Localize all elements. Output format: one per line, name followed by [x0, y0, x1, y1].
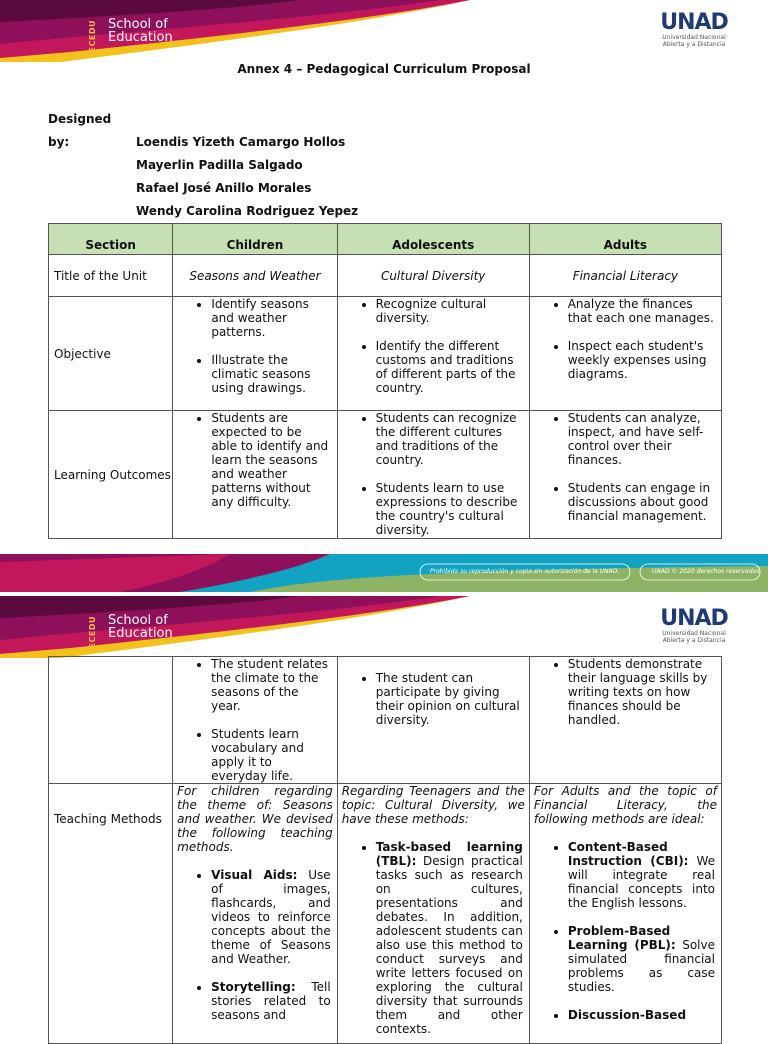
cell-adults-objective — [529, 297, 721, 411]
method-term: Task-based learning (TBL): — [375, 840, 523, 868]
school-of-education-logo — [108, 614, 173, 640]
cell-adolescents-outcomes — [337, 411, 529, 539]
list-item: • Recognize cultural diversity. — [376, 297, 523, 325]
unad-logo — [654, 608, 734, 644]
list-item: • Analyze the finances that each one manages. — [568, 297, 715, 325]
cell-adolescents-teaching — [337, 784, 529, 1044]
method-text: Use of images, flashcards, and videos to reinforce concepts about the theme of Seasons and Weather. — [211, 868, 331, 966]
designed-by-label: Designed by: — [48, 112, 112, 149]
list-item: • Identify seasons and weather patterns. — [211, 297, 330, 339]
list-item — [568, 1008, 715, 1022]
document-title: Annex 4 – Pedagogical Curriculum Proposal — [237, 62, 531, 76]
curriculum-table — [48, 223, 722, 539]
school-line-1: School of — [108, 17, 168, 32]
ecedu-vertical-label: ECEDU — [88, 616, 97, 649]
cell-children-teaching — [173, 784, 338, 1044]
table-row — [49, 784, 722, 1044]
footer-copyright-left: Prohibida su reproducción y copia sin autorización de la UNAD. — [430, 568, 620, 575]
method-term: Storytelling: — [211, 980, 296, 994]
author-name: Loendis Yizeth Camargo Hollos — [136, 135, 346, 149]
list-item: • Students learn vocabulary and apply it to everyday life. — [211, 727, 331, 783]
method-term: Problem-Based Learning (PBL): — [567, 924, 676, 952]
list-item: • Identify the different customs and traditions of different parts of the country. — [376, 339, 523, 395]
table-header-row — [49, 224, 722, 255]
method-text: Solve simulated financial problems as case studies. — [567, 938, 715, 994]
list-item: • Students are expected to be able to identify and learn the seasons and weather patterns without any difficulty. — [211, 411, 330, 509]
list-item: • Students learn to use expressions to describe the country's cultural diversity. — [376, 481, 523, 537]
table-row — [49, 297, 722, 411]
cell-adolescents-outcomes-cont — [337, 657, 529, 784]
method-term: Content-Based Instruction (CBI): — [567, 840, 689, 868]
school-of-education-logo — [108, 18, 173, 44]
method-text: Design practical tasks such as research on cultures, presentations and debates. In addition, adolescent students can also use this method to conduct surveys and write letters focused on exploring the cultural diversity that surrounds them and other contexts. — [375, 854, 523, 1036]
row-label-objective: Objective — [49, 297, 173, 411]
table-row — [49, 411, 722, 539]
list-item: • Students can recognize the different cultures and traditions of the country. — [376, 411, 523, 467]
author-name: Rafael José Anillo Morales — [136, 181, 312, 195]
school-line-1: School of — [108, 613, 168, 628]
cell-adolescents-objective — [337, 297, 529, 411]
method-text: We will integrate real financial concepts into the English lessons. — [567, 854, 715, 910]
table-row — [49, 657, 722, 784]
header-section: Section — [49, 224, 173, 255]
curriculum-table-continued — [48, 656, 722, 1044]
list-item: • Students can engage in discussions about good financial management. — [568, 481, 715, 523]
cell-children-objective — [173, 297, 337, 411]
cell-adults-outcomes-cont — [529, 657, 721, 784]
teaching-methods-label: Teaching Methods — [54, 812, 162, 826]
list-item: • Students can analyze, inspect, and have self-control over their finances. — [568, 411, 715, 467]
adolescents-teaching-intro: Regarding Teenagers and the topic: Cultural Diversity, we have these methods: — [341, 784, 525, 826]
list-item: • Students demonstrate their language skills by writing texts on how finances should be handled. — [568, 657, 715, 727]
unad-subtitle-2: Abierta y a Distancia — [662, 41, 726, 48]
cell-children-outcomes-cont — [173, 657, 338, 784]
school-line-2: Education — [108, 626, 173, 641]
cell-adults-teaching — [529, 784, 721, 1044]
row-label-outcomes: Learning Outcomes — [49, 411, 173, 539]
list-item — [568, 840, 715, 910]
method-term: Discussion-Based — [567, 1008, 687, 1022]
cell-adults-title: Financial Literacy — [529, 255, 721, 297]
author-name: Wendy Carolina Rodriguez Yepez — [136, 204, 359, 218]
footer-copyright-right: UNAD © 2020 derechos reservados. — [652, 568, 762, 575]
row-label-title: Title of the Unit — [49, 255, 173, 297]
unad-subtitle-1: Universidad Nacional — [662, 630, 726, 637]
table-row — [49, 255, 722, 297]
unad-wordmark: UNAD — [660, 606, 728, 631]
unad-subtitle-2: Abierta y a Distancia — [662, 637, 726, 644]
list-item — [568, 924, 715, 994]
method-term: Visual Aids: — [211, 868, 298, 882]
ecedu-vertical-label: ECEDU — [88, 20, 97, 53]
unad-subtitle-1: Universidad Nacional — [662, 34, 726, 41]
adults-teaching-intro: For Adults and the topic of Financial Literacy, the following methods are ideal: — [533, 784, 717, 826]
row-label-teaching — [49, 784, 173, 1044]
cell-children-outcomes — [173, 411, 337, 539]
header-adults: Adults — [529, 224, 721, 255]
author-name: Mayerlin Padilla Salgado — [136, 158, 303, 172]
list-item — [211, 868, 331, 966]
document-page-2 — [0, 596, 768, 1036]
list-item: • The student relates the climate to the seasons of the year. — [211, 657, 331, 713]
cell-children-title: Seasons and Weather — [173, 255, 337, 297]
list-item — [211, 980, 331, 1022]
cell-adults-outcomes — [529, 411, 721, 539]
list-item: • Inspect each student's weekly expenses using diagrams. — [568, 339, 715, 381]
header-adolescents: Adolescents — [337, 224, 529, 255]
row-label-empty — [49, 657, 173, 784]
list-item: • The student can participate by giving their opinion on cultural diversity. — [376, 671, 523, 727]
header-children: Children — [173, 224, 337, 255]
list-item: • Illustrate the climatic seasons using drawings. — [211, 353, 330, 395]
children-teaching-intro: For children regarding the theme of: Seasons and weather. We devised the following teaching methods. — [177, 784, 333, 854]
unad-wordmark: UNAD — [660, 10, 728, 35]
unad-logo — [654, 12, 734, 48]
list-item — [376, 840, 523, 1036]
cell-adolescents-title: Cultural Diversity — [337, 255, 529, 297]
method-text: Tell stories related to seasons and — [211, 980, 331, 1022]
school-line-2: Education — [108, 30, 173, 45]
